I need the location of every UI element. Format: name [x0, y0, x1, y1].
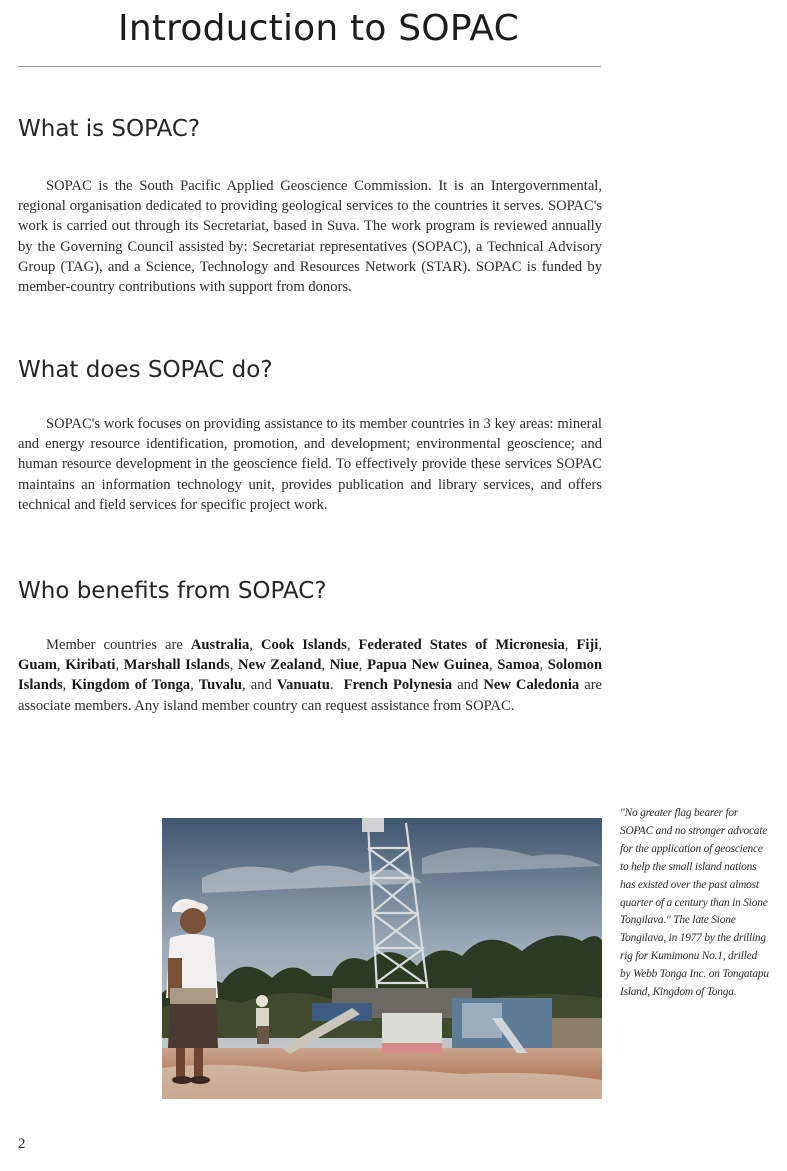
associate-member: French Polynesia [343, 677, 453, 694]
member-country: Cook Islands [260, 637, 347, 653]
associate-member: New Caledonia [483, 677, 580, 694]
section-body-what-does: SOPAC's work focuses on providing assistance to its member countries in 3 key areas: mineral and energy resource identification, promotion, and development; environmental geoscience; and human resource development in the geoscience field. To effectively provide these services SOPAC maintains an information technology unit, provides publication and library services, and offers technical and field services for specific project work. [18, 416, 602, 513]
drilling-rig-photo [162, 818, 602, 1099]
member-country: Australia [190, 637, 250, 653]
page-number: 2 [18, 1136, 26, 1152]
member-country: Kiribati [65, 657, 116, 674]
member-country: Fiji [576, 637, 599, 653]
member-country: Samoa [497, 657, 540, 674]
and-word: and [250, 677, 272, 694]
and-word: and [457, 677, 479, 694]
section-body-who-benefits [18, 635, 602, 716]
member-country: Solomon Islands [18, 657, 603, 694]
section-body-what-is: SOPAC is the South Pacific Applied Geoscience Commission. It is an Intergovernmental, regional organisation dedicated to providing geological services to the countries it serves. SOPAC's work is carried out through its Secretariat, based in Suva. The work program is reviewed annually by the Governing Council assisted by: Secretariat representatives (SOPAC), a Technical Advisory Group (TAG), and a Science, Technology and Resources Network (STAR). SOPAC is funded by member-country contributions with support from donors. [18, 178, 602, 296]
section-heading-what-is: What is SOPAC? [18, 116, 201, 142]
member-country: Niue [329, 657, 359, 674]
member-country: New Zealand [238, 657, 322, 674]
member-list: Australia, Cook Islands, Federated States of Micronesia, Fiji, Guam, Kiribati, Marshall Islands, New Zealand, Niue, Papua New Guinea, Samoa, Solomon Islands, Kingdom of Tonga, Tuvalu, and Vanuatu. [18, 637, 603, 694]
members-intro: Member countries are [46, 637, 183, 653]
member-country: Marshall Islands [123, 657, 230, 674]
member-country: Tuvalu [198, 677, 243, 694]
member-country: Papua New Guinea [367, 657, 490, 674]
title-divider [18, 66, 601, 67]
page-title: Introduction to SOPAC [118, 8, 519, 49]
member-country: Federated States of Micronesia [358, 637, 565, 653]
member-country: Kingdom of Tonga [71, 677, 191, 694]
member-country: Vanuatu [276, 677, 330, 694]
associate-text: are associate members. Any island member country can request assistance from SOPAC. [18, 677, 603, 714]
member-country: Guam [18, 657, 57, 674]
photo-caption: "No greater flag bearer for SOPAC and no stronger advocate for the application of geoscience to help the small island nations has existed over the past almost quarter of a century than in Sione Tongilava." The late Sione Tongilava, in 1977 by the drilling rig for Kumimonu No.1, drilled by Webb Tonga Inc. on Tongatapu Island, Kingdom of Tonga. [620, 807, 769, 999]
drilling-rig-illustration [162, 818, 602, 1099]
section-heading-what-does: What does SOPAC do? [18, 357, 273, 383]
section-heading-who-benefits: Who benefits from SOPAC? [18, 578, 327, 604]
